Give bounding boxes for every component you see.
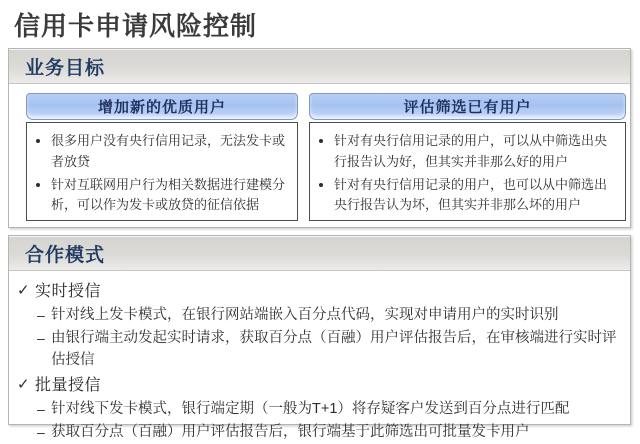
- check-item-label: 实时授信: [35, 283, 102, 300]
- sub-item-text: 由银行端主动发起实时请求，获取百分点（百融）用户评估报告后，在审核端进行实时评估授信: [51, 329, 617, 368]
- goal-column-existing-users-title: 评估筛选已有用户: [309, 93, 626, 120]
- sub-item: [17, 422, 620, 444]
- business-goals-section: [8, 48, 631, 228]
- business-goals-header: 业务目标: [9, 49, 630, 84]
- cooperation-mode-section: [8, 235, 631, 440]
- dash-icon: –: [37, 307, 45, 323]
- sub-item: [17, 305, 620, 327]
- goal-column-existing-users-body: [309, 122, 626, 221]
- sub-item-text: 针对线上发卡模式，在银行网站端嵌入百分点代码，实现对申请用户的实时识别: [51, 307, 559, 323]
- cooperation-mode-body: [9, 271, 630, 444]
- goal-column-existing-users: [309, 93, 626, 221]
- check-item-realtime: [17, 280, 620, 304]
- bullet-item: • 很多用户没有央行信用记录，无法发卡或者放贷: [51, 131, 289, 173]
- dash-icon: –: [37, 329, 45, 346]
- bullet-list: [31, 131, 289, 216]
- dash-icon: –: [37, 401, 45, 418]
- sub-item-text: 针对线下发卡模式，银行端定期（一般为T+1）将存疑客户发送到百分点进行匹配: [51, 401, 570, 418]
- bullet-item: • 针对有央行信用记录的用户，可以从中筛选出央行报告认为好，但其实并非那么好的用户: [334, 131, 617, 173]
- dash-icon: –: [37, 424, 45, 440]
- sub-item-text: 获取百分点（百融）用户评估报告后，银行端基于此筛选出可批量发卡用户: [51, 424, 530, 440]
- sub-item: [17, 399, 620, 421]
- goal-column-new-users-body: [26, 122, 298, 221]
- sub-item: [17, 328, 620, 372]
- check-item-label: 批量授信: [35, 377, 102, 395]
- bullet-item: • 针对有央行信用记录的用户，也可以从中筛选出央行报告认为坏，但其实并非那么坏的用户: [334, 175, 617, 217]
- checkmark-icon: ✓: [17, 376, 30, 394]
- bullet-item: • 针对互联网用户行为相关数据进行建模分析，可以作为发卡或放贷的征信依据: [51, 175, 289, 217]
- check-item-batch: [17, 374, 620, 398]
- bullet-list: [314, 131, 617, 216]
- checkmark-icon: ✓: [17, 282, 30, 299]
- goal-column-new-users-title: 增加新的优质用户: [26, 93, 298, 120]
- cooperation-mode-header: 合作模式: [9, 236, 630, 271]
- page-title: 信用卡申请风险控制: [14, 11, 258, 41]
- goal-column-new-users: [26, 93, 298, 221]
